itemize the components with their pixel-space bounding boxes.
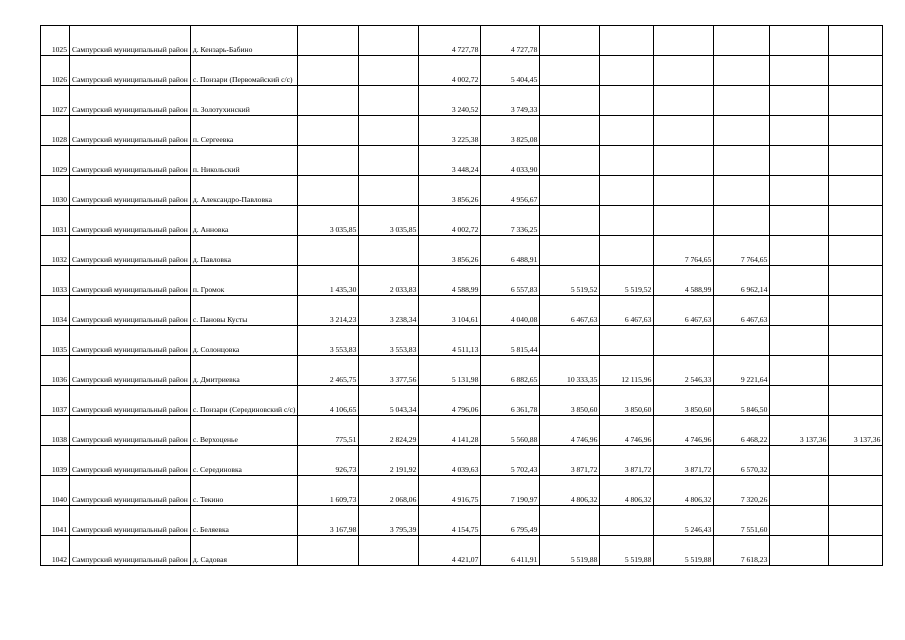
value-cell [829,266,883,296]
value-cell [359,116,419,146]
district-cell: Сампурский муниципальный район [70,26,191,56]
value-cell [829,476,883,506]
value-cell [770,26,829,56]
value-cell: 3 856,26 [419,236,481,266]
locality-cell: с. Текино [190,476,298,506]
value-cell [654,176,714,206]
value-cell: 4 511,13 [419,326,481,356]
table-row [41,176,883,206]
value-cell [829,146,883,176]
value-cell: 3 856,26 [419,176,481,206]
value-cell [829,446,883,476]
table-row [41,296,883,326]
value-cell [600,326,654,356]
value-cell: 2 033,83 [359,266,419,296]
value-cell [298,176,359,206]
value-cell: 4 916,75 [419,476,481,506]
value-cell [540,506,600,536]
value-cell [540,56,600,86]
value-cell: 4 796,06 [419,386,481,416]
value-cell [829,236,883,266]
value-cell: 5 560,88 [481,416,540,446]
district-cell: Сампурский муниципальный район [70,476,191,506]
value-cell [829,386,883,416]
value-cell: 4 033,90 [481,146,540,176]
row-number-cell: 1042 [41,536,70,566]
table-row [41,356,883,386]
locality-cell: д. Солонцовка [190,326,298,356]
value-cell [770,56,829,86]
value-cell [540,146,600,176]
value-cell [770,176,829,206]
value-cell: 4 806,32 [600,476,654,506]
value-cell: 4 421,07 [419,536,481,566]
value-cell [770,386,829,416]
value-cell: 2 191,92 [359,446,419,476]
value-cell: 4 039,63 [419,446,481,476]
value-cell [714,176,770,206]
district-cell: Сампурский муниципальный район [70,206,191,236]
value-cell [770,326,829,356]
row-number-cell: 1029 [41,146,70,176]
value-cell [829,326,883,356]
value-cell: 3 871,72 [540,446,600,476]
value-cell [540,326,600,356]
value-cell: 1 435,30 [298,266,359,296]
value-cell [359,176,419,206]
row-number-cell: 1041 [41,506,70,536]
value-cell [714,56,770,86]
value-cell: 3 035,85 [359,206,419,236]
value-cell: 775,51 [298,416,359,446]
value-cell: 6 468,22 [714,416,770,446]
district-cell: Сампурский муниципальный район [70,176,191,206]
row-number-cell: 1031 [41,206,70,236]
row-number-cell: 1037 [41,386,70,416]
district-cell: Сампурский муниципальный район [70,326,191,356]
row-number-cell: 1032 [41,236,70,266]
value-cell: 6 882,65 [481,356,540,386]
value-cell: 4 588,99 [654,266,714,296]
value-cell: 7 764,65 [654,236,714,266]
table-row [41,236,883,266]
value-cell: 3 553,83 [359,326,419,356]
value-cell [359,56,419,86]
value-cell [359,146,419,176]
value-cell: 5 519,52 [600,266,654,296]
value-cell: 9 221,64 [714,356,770,386]
value-cell: 4 806,32 [654,476,714,506]
district-cell: Сампурский муниципальный район [70,536,191,566]
value-cell [298,26,359,56]
row-number-cell: 1035 [41,326,70,356]
value-cell [600,236,654,266]
value-cell [654,206,714,236]
value-cell [770,266,829,296]
value-cell [829,116,883,146]
locality-cell: с. Понзари (Первомайский с/с) [190,56,298,86]
value-cell: 3 225,38 [419,116,481,146]
table-row [41,26,883,56]
row-number-cell: 1036 [41,356,70,386]
value-cell: 4 141,28 [419,416,481,446]
value-cell [654,26,714,56]
table-row [41,476,883,506]
district-cell: Сампурский муниципальный район [70,266,191,296]
value-cell [359,86,419,116]
locality-cell: д. Александро-Павловка [190,176,298,206]
value-cell [654,56,714,86]
district-cell: Сампурский муниципальный район [70,386,191,416]
value-cell: 6 467,63 [654,296,714,326]
locality-cell: с. Пановы Кусты [190,296,298,326]
table-row [41,536,883,566]
row-number-cell: 1038 [41,416,70,446]
value-cell [829,56,883,86]
value-cell: 3 167,98 [298,506,359,536]
row-number-cell: 1039 [41,446,70,476]
district-cell: Сампурский муниципальный район [70,86,191,116]
value-cell [770,116,829,146]
value-cell [540,176,600,206]
table-row [41,86,883,116]
table-row [41,266,883,296]
table-row [41,146,883,176]
table-row [41,206,883,236]
value-cell: 10 333,35 [540,356,600,386]
locality-cell: с. Верхоценье [190,416,298,446]
value-cell [298,536,359,566]
value-cell [298,236,359,266]
value-cell [770,146,829,176]
district-cell: Сампурский муниципальный район [70,506,191,536]
value-cell [359,26,419,56]
value-cell [829,506,883,536]
value-cell: 7 320,26 [714,476,770,506]
value-cell [600,26,654,56]
value-cell [654,116,714,146]
row-number-cell: 1025 [41,26,70,56]
tariff-table [40,25,883,566]
value-cell [714,86,770,116]
locality-cell: с. Серединовка [190,446,298,476]
table-row [41,116,883,146]
value-cell: 4 746,96 [600,416,654,446]
value-cell: 4 154,75 [419,506,481,536]
value-cell: 5 404,45 [481,56,540,86]
value-cell: 5 519,52 [540,266,600,296]
locality-cell: д. Дмитриевка [190,356,298,386]
value-cell: 4 806,32 [540,476,600,506]
value-cell [714,116,770,146]
value-cell: 6 361,78 [481,386,540,416]
row-number-cell: 1030 [41,176,70,206]
value-cell [770,446,829,476]
value-cell [770,86,829,116]
locality-cell: д. Садовая [190,536,298,566]
value-cell: 4 956,67 [481,176,540,206]
district-cell: Сампурский муниципальный район [70,296,191,326]
value-cell: 5 846,50 [714,386,770,416]
value-cell [600,506,654,536]
value-cell [714,26,770,56]
value-cell: 6 570,32 [714,446,770,476]
value-cell: 4 002,72 [419,206,481,236]
value-cell: 6 467,63 [540,296,600,326]
value-cell: 3 448,24 [419,146,481,176]
value-cell [540,206,600,236]
row-number-cell: 1028 [41,116,70,146]
value-cell: 4 588,99 [419,266,481,296]
value-cell: 2 068,06 [359,476,419,506]
row-number-cell: 1027 [41,86,70,116]
value-cell: 2 465,75 [298,356,359,386]
value-cell: 5 043,34 [359,386,419,416]
value-cell: 7 764,65 [714,236,770,266]
value-cell: 926,73 [298,446,359,476]
value-cell [829,176,883,206]
value-cell [600,206,654,236]
value-cell [540,116,600,146]
value-cell: 4 746,96 [654,416,714,446]
value-cell: 2 546,33 [654,356,714,386]
locality-cell: п. Никольский [190,146,298,176]
locality-cell: п. Громок [190,266,298,296]
value-cell: 6 467,63 [600,296,654,326]
value-cell [654,146,714,176]
value-cell: 3 850,60 [654,386,714,416]
value-cell [600,176,654,206]
value-cell: 3 795,39 [359,506,419,536]
value-cell: 3 850,60 [600,386,654,416]
value-cell [829,86,883,116]
table-row [41,386,883,416]
value-cell [829,296,883,326]
table-row [41,446,883,476]
value-cell: 5 131,98 [419,356,481,386]
value-cell: 3 553,83 [298,326,359,356]
value-cell: 2 824,29 [359,416,419,446]
value-cell [359,536,419,566]
table-row [41,506,883,536]
value-cell: 6 411,91 [481,536,540,566]
value-cell [714,206,770,236]
row-number-cell: 1033 [41,266,70,296]
row-number-cell: 1034 [41,296,70,326]
value-cell: 6 962,14 [714,266,770,296]
locality-cell: с. Беляевка [190,506,298,536]
value-cell: 5 519,88 [540,536,600,566]
value-cell: 3 749,33 [481,86,540,116]
value-cell: 3 377,56 [359,356,419,386]
value-cell [654,86,714,116]
district-cell: Сампурский муниципальный район [70,116,191,146]
value-cell: 3 240,52 [419,86,481,116]
value-cell: 7 551,60 [714,506,770,536]
value-cell: 5 246,43 [654,506,714,536]
value-cell: 5 702,43 [481,446,540,476]
district-cell: Сампурский муниципальный район [70,446,191,476]
value-cell [770,206,829,236]
value-cell [600,116,654,146]
district-cell: Сампурский муниципальный район [70,236,191,266]
district-cell: Сампурский муниципальный район [70,56,191,86]
row-number-cell: 1040 [41,476,70,506]
district-cell: Сампурский муниципальный район [70,416,191,446]
value-cell [359,236,419,266]
locality-cell: д. Павловка [190,236,298,266]
value-cell [540,236,600,266]
value-cell: 6 488,91 [481,236,540,266]
value-cell: 3 035,85 [298,206,359,236]
value-cell: 3 825,08 [481,116,540,146]
value-cell: 7 618,23 [714,536,770,566]
value-cell: 5 519,88 [600,536,654,566]
value-cell: 4 727,78 [419,26,481,56]
value-cell: 3 214,23 [298,296,359,326]
district-cell: Сампурский муниципальный район [70,146,191,176]
value-cell: 4 002,72 [419,56,481,86]
table-body [41,26,883,566]
value-cell: 7 190,97 [481,476,540,506]
value-cell: 3 137,36 [770,416,829,446]
value-cell [770,236,829,266]
value-cell [298,86,359,116]
value-cell: 4 746,96 [540,416,600,446]
locality-cell: п. Золотухинский [190,86,298,116]
table-row [41,416,883,446]
value-cell: 3 238,34 [359,296,419,326]
value-cell [770,296,829,326]
value-cell: 6 467,63 [714,296,770,326]
value-cell [829,206,883,236]
value-cell: 6 795,49 [481,506,540,536]
value-cell [770,536,829,566]
value-cell [770,476,829,506]
value-cell [829,356,883,386]
district-cell: Сампурский муниципальный район [70,356,191,386]
value-cell [600,56,654,86]
value-cell: 4 040,08 [481,296,540,326]
value-cell [298,56,359,86]
value-cell [654,326,714,356]
value-cell [829,536,883,566]
value-cell: 5 815,44 [481,326,540,356]
value-cell [770,506,829,536]
value-cell: 4 106,65 [298,386,359,416]
value-cell: 5 519,88 [654,536,714,566]
locality-cell: д. Кензарь-Бабино [190,26,298,56]
value-cell [540,26,600,56]
row-number-cell: 1026 [41,56,70,86]
value-cell [600,146,654,176]
value-cell: 3 871,72 [654,446,714,476]
table-row [41,326,883,356]
value-cell: 3 850,60 [540,386,600,416]
value-cell [540,86,600,116]
value-cell [298,146,359,176]
value-cell: 12 115,96 [600,356,654,386]
locality-cell: д. Анновка [190,206,298,236]
value-cell [298,116,359,146]
locality-cell: п. Сергеевка [190,116,298,146]
value-cell: 3 104,61 [419,296,481,326]
value-cell: 3 137,36 [829,416,883,446]
value-cell: 7 336,25 [481,206,540,236]
locality-cell: с. Понзари (Серединовский с/с) [190,386,298,416]
value-cell [714,146,770,176]
value-cell [829,26,883,56]
value-cell: 4 727,78 [481,26,540,56]
value-cell: 3 871,72 [600,446,654,476]
value-cell [600,86,654,116]
value-cell: 6 557,83 [481,266,540,296]
value-cell: 1 609,73 [298,476,359,506]
value-cell [770,356,829,386]
table-row [41,56,883,86]
value-cell [714,326,770,356]
